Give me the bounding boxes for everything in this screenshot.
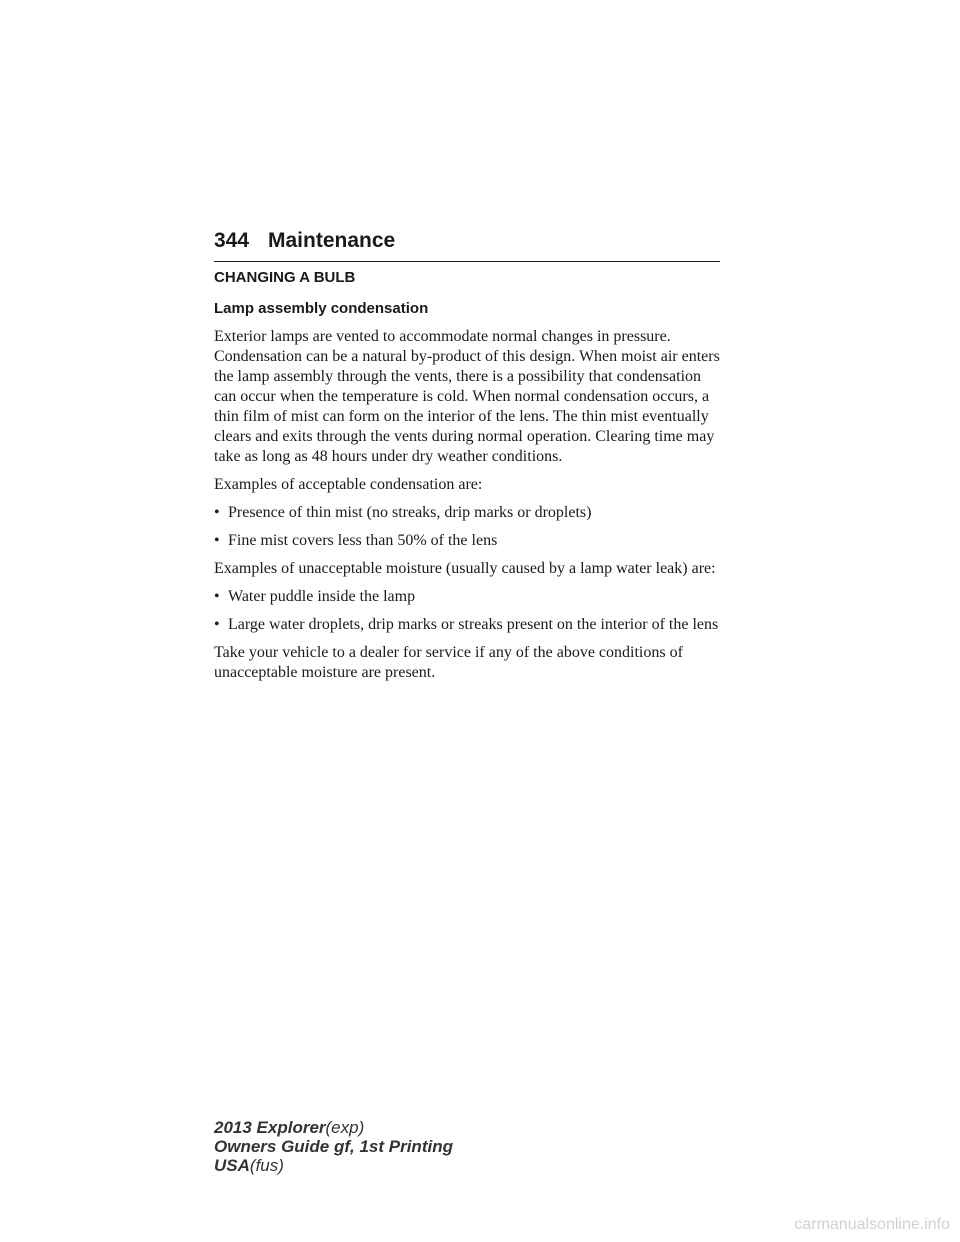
unacceptable-intro: Examples of unacceptable moisture (usually caused by a lamp water leak) are: [214,560,716,577]
page-header [214,227,720,262]
list-item [214,587,724,607]
footer-edition: Owners Guide gf, 1st Printing [214,1137,453,1156]
bullet-icon: • [214,504,220,521]
section-title: Maintenance [268,229,396,252]
list-item [214,503,724,523]
list-item-text: Water puddle inside the lamp [228,588,416,605]
unacceptable-list [214,587,724,635]
list-item-text: Large water droplets, drip marks or streaks present on the interior of the lens [228,616,719,633]
footer-line-3 [214,1156,453,1175]
bullet-icon: • [214,532,220,549]
list-item-text: Presence of thin mist (no streaks, drip marks or droplets) [228,504,592,521]
footer-market: USA [214,1156,250,1175]
watermark: carmanualsonline.info [794,1216,950,1233]
intro-paragraph: Exterior lamps are vented to accommodate normal changes in pressure. Condensation can be a natural by-product of this design. When moist air enters the lamp assembly through the vents, there is a possibility that condensation can occur when the temperature is cold. When normal condensation occurs, a thin film of mist can form on the interior of the lens. The thin mist eventually clears and exits through the vents during normal operation. Clearing time may take as long as 48 hours under dry weather conditions. [214,328,720,465]
bullet-icon: • [214,616,220,633]
page-number: 344 [214,229,250,252]
footer-model-code: (exp) [325,1118,365,1137]
closing-paragraph: Take your vehicle to a dealer for service if any of the above conditions of unacceptable moisture are present. [214,644,683,681]
sub-heading: Lamp assembly condensation [214,300,429,317]
footer-line-1 [214,1118,453,1137]
main-heading: CHANGING A BULB [214,269,356,286]
list-item-text: Fine mist covers less than 50% of the lens [228,532,498,549]
page-footer [214,1118,453,1175]
acceptable-intro: Examples of acceptable condensation are: [214,476,483,493]
list-item [214,615,724,635]
list-item [214,531,724,551]
footer-market-code: (fus) [249,1156,284,1175]
page-content [214,268,724,691]
bullet-icon: • [214,588,220,605]
acceptable-list [214,503,724,551]
footer-model: 2013 Explorer [214,1118,326,1137]
footer-line-2 [214,1137,453,1156]
